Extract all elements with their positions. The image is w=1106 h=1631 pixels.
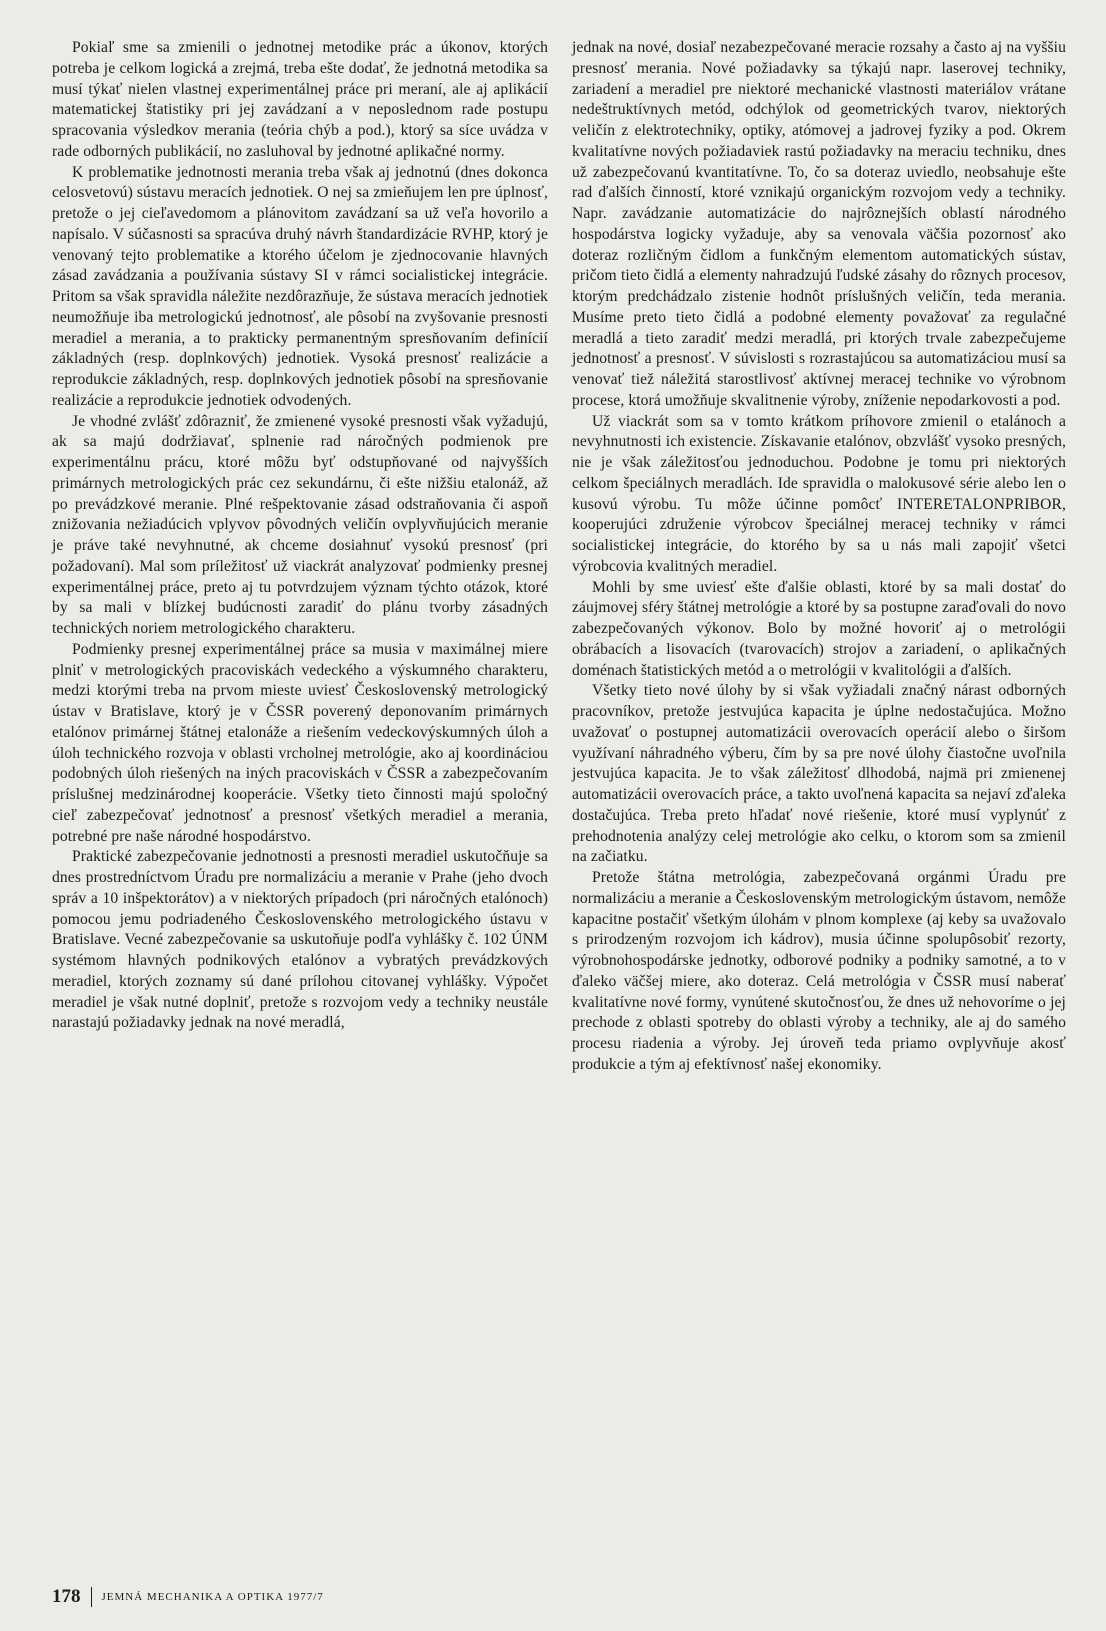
page-number: 178 <box>52 1586 81 1607</box>
paragraph: Pokiaľ sme sa zmienili o jednotnej metodike prác a úkonov, ktorých potreba je celkom logická a zrejmá, treba ešte dodať, že jednotná metodika sa musí týkať nielen vlastnej experimentálnej práce pri meraní, ale aj aplikácií matematickej štatistiky pri jej zavádzaní a v neposlednom rade postupu spracovania výsledkov merania (teória chýb a pod.), ktorý sa síce uvádza v rade odborných publikácií, no zasluhoval by jednotné aplikačné normy. <box>52 39 548 160</box>
paragraph: Všetky tieto nové úlohy by si však vyžiadali značný nárast odborných pracovníkov, pretože jestvujúca kapacita je úplne nedostačujúca. Možno uvažovať o postupnej automatizácii overovacích operácií alebo o širšom využívaní náhradného výberu, čím by sa pre nové úlohy čiastočne uvoľnila jestvujúca kapacita. Je to však záležitosť dlhodobá, najmä pri zmienenej automatizácii overovacích práce, a takto uvoľnená kapacita sa nejaví zďaleka dostačujúca. Treba preto hľadať nové riešenie, ktoré musí vyplynúť z prehodnotenia analýzy celej metrológie ako celku, o ktorom som sa zmienil na začiatku. <box>572 682 1066 866</box>
paragraph: Pretože štátna metrológia, zabezpečovaná orgánmi Úradu pre normalizáciu a meranie a Československým metrologickým ústavom, nemôže kapacitne postačiť všetkým úlohám v plnom komplexe (aj keby sa uvažovalo s prirodzeným rozvojom ich kádrov), musia účinne spolupôsobiť rezorty, výrobnohospodárske jednotky, odborové podniky a podniky samotné, a to v ďaleko väčšej miere, ako doteraz. Celá metrológia v ČSSR musí naberať kvalitatívne nové formy, vynútené skutočnosťou, že dnes už nehovoríme o jej prechode z oblasti spotreby do oblasti výroby a techniky, ale aj do samého procesu riadenia a výroby. Jej úroveň teda priamo ovplyvňuje akosť produkcie a tým aj efektívnosť našej ekonomiky. <box>572 869 1066 1073</box>
right-text-column <box>572 38 1066 1076</box>
paragraph: Podmienky presnej experimentálnej práce sa musia v maximálnej miere plniť v metrologických pracoviskách vedeckého a výskumného charakteru, medzi ktorými treba na prvom mieste uviesť Československý metrologický ústav v Bratislave, ktorý je v ČSSR poverený deponovaním primárnych etalónov primárnej štátnej etalonáže a riešením vedeckovýskumných úloh a úloh technického rozvoja v oblasti vrcholnej metrológie, ako aj koordináciou podobných úloh riešených na iných pracoviskách v ČSSR a zabezpečovaním príslušnej medzinárodnej kooperácie. Všetky tieto činnosti majú spoločný cieľ zabezpečovať jednotnosť a presnosť všetkých meradiel a merania, potrebné pre naše národné hospodárstvo. <box>52 640 548 845</box>
paragraph: Praktické zabezpečovanie jednotnosti a presnosti meradiel uskutočňuje sa dnes prostredníctvom Úradu pre normalizáciu a meranie v Prahe (jeho dvoch správ a 10 inšpektorátov) a v niektorých prípadoch (pri náročných etalónoch) pomocou jemu podriadeného Československého metrologického ústavu v Bratislave. Vecné zabezpečovanie sa uskutoňuje podľa vyhlášky č. 102 ÚNM systémom hlavných podnikových etalónov a vybratých prevádzkových meradiel, ktorých zoznamy sú dané prílohou citovanej vyhlášky. Výpočet meradiel je však nutné doplniť, pretože s rozvojom vedy a techniky neustále narastajú požiadavky jednak na nové meradlá, <box>52 848 548 1032</box>
paragraph: jednak na nové, dosiaľ nezabezpečované meracie rozsahy a často aj na vyššiu presnosť merania. Nové požiadavky sa týkajú napr. laserovej techniky, zariadení a meradiel pre niektoré mechanické vlastnosti materiálov vrátane nedeštruktívnych metód, odchýlok od geometrických tvarov, niektorých veličín z elektrotechniky, optiky, atómovej a jadrovej fyziky a pod. Okrem kvalitatívne nových požiadaviek rastú požiadavky na meraciu techniku, dnes už zabezpečovanú kvantitatívne. To, čo sa doteraz uviedlo, neobsahuje ešte rad ďalších činností, ktoré vznikajú organickým rozvojom vedy a techniky. Napr. zavádzanie automatizácie do najrôznejších oblastí národného hospodárstva logicky vyžaduje, aby sa venovala väčšia pozornosť ako doteraz rozličným čidlom a funkčným elementom automatických sústav, pričom tieto čidlá a elementy nahradzujú ľudské zásahy do rôznych procesov, ktorým predchádzalo zistenie hodnôt príslušných veličín, teda merania. Musíme preto tieto čidlá a podobné elementy považovať za regulačné meradlá a tieto zaradiť medzi meradlá, pri ktorých trvale zabezpečujeme jednotnosť a presnosť. V súvislosti s rozrastajúcou sa automatizáciou musí sa venovať tiež náležitá starostlivosť aktívnej meracej technike vo výrobnom procese, ktorá umožňuje skvalitnenie výroby, zníženie nepodarkovosti a pod. <box>572 39 1066 409</box>
paragraph: Už viackrát som sa v tomto krátkom príhovore zmienil o etalánoch a nevyhnutnosti ich existencie. Získavanie etalónov, obzvlášť vysoko presných, nie je však záležitosťou jednoduchou. Podobne je tomu pri niektorých celkom špeciálnych meradlách. Ide spravidla o malokusové série alebo len o kusovú výrobu. Tu môže účinne pomôcť INTERETALONPRIBOR, kooperujúci združenie výrobcov špeciálnej meracej techniky v rámci socialistickej integrácie, do ktorého by sa u nás mali zapojiť všetci výrobcovia kvalitných meradiel. <box>572 412 1066 575</box>
left-text-column <box>52 38 548 1034</box>
footer-divider <box>91 1587 92 1607</box>
page-footer <box>52 1586 324 1608</box>
paragraph: Je vhodné zvlášť zdôrazniť, že zmienené vysoké presnosti však vyžadujú, ak sa majú dodržiavať, splnenie rad náročných podmienok pre experimentálnu prácu, ktoré môžu byť odstupňované od najvyšších primárnych metrologických prác cez sekundárnu, či ešte nižšiu etalonáž, až po prevádzkové meranie. Plné rešpektovanie zásad odstraňovania či aspoň znižovania nežiadúcich vplyvov pôvodných veličín ovplyvňujúcich meranie je práve také nevyhnutné, ak chceme dosiahnuť vysokú presnosť (pri požadovaní). Mal som príležitosť už viackrát analyzovať podmienky presnej experimentálnej práce, preto aj tu potvrdzujem význam týchto otázok, ktoré by sa mali v blízkej budúcnosti zaradiť do plánu tvorby zásadných technických noriem metrologického charakteru. <box>52 412 548 637</box>
paragraph: K problematike jednotnosti merania treba však aj jednotnú (dnes dokonca celosvetovú) sústavu meracích jednotiek. O nej sa zmieňujem len pre úplnosť, pretože o jej cieľavedomom a plánovitom zavádzaní sa už veľa hovorilo a napísalo. V súčasnosti sa spracúva druhý návrh štandardizácie RVHP, ktorý je venovaný tejto problematike a ktorého účelom je zjednocovanie hlavných zásad zavádzania a používania sústavy SI v rámci socialistickej integrácie. Pritom sa však spravidla náležite nezdôrazňuje, že sústava meracích jednotiek neumožňuje iba metrologickú jednotnosť, ale pôsobí na zvyšovanie presnosti meradiel a merania, a to prakticky permanentným spresňovaním definícií základných (resp. doplnkových) jednotiek. Vysoká presnosť realizácie a reprodukcie základných, resp. doplnkových jednotiek pôsobí na spresňovanie realizácie a reprodukcie jednotiek odvodených. <box>52 163 548 409</box>
paragraph: Mohli by sme uviesť ešte ďalšie oblasti, ktoré by sa mali dostať do záujmovej sféry štátnej metrológie a ktoré by sa postupne zaraďovali do novo zabezpečovaných výkonov. Bolo by možné hovoriť aj o metrológii obrábacích a lisovacích (tvarovacích) strojov a zariadení, o aplikačných doménach štatistických metód a o metrológii v kvalitológii a ďalších. <box>572 578 1066 679</box>
journal-title: JEMNÁ MECHANIKA A OPTIKA 1977/7 <box>101 1591 324 1603</box>
